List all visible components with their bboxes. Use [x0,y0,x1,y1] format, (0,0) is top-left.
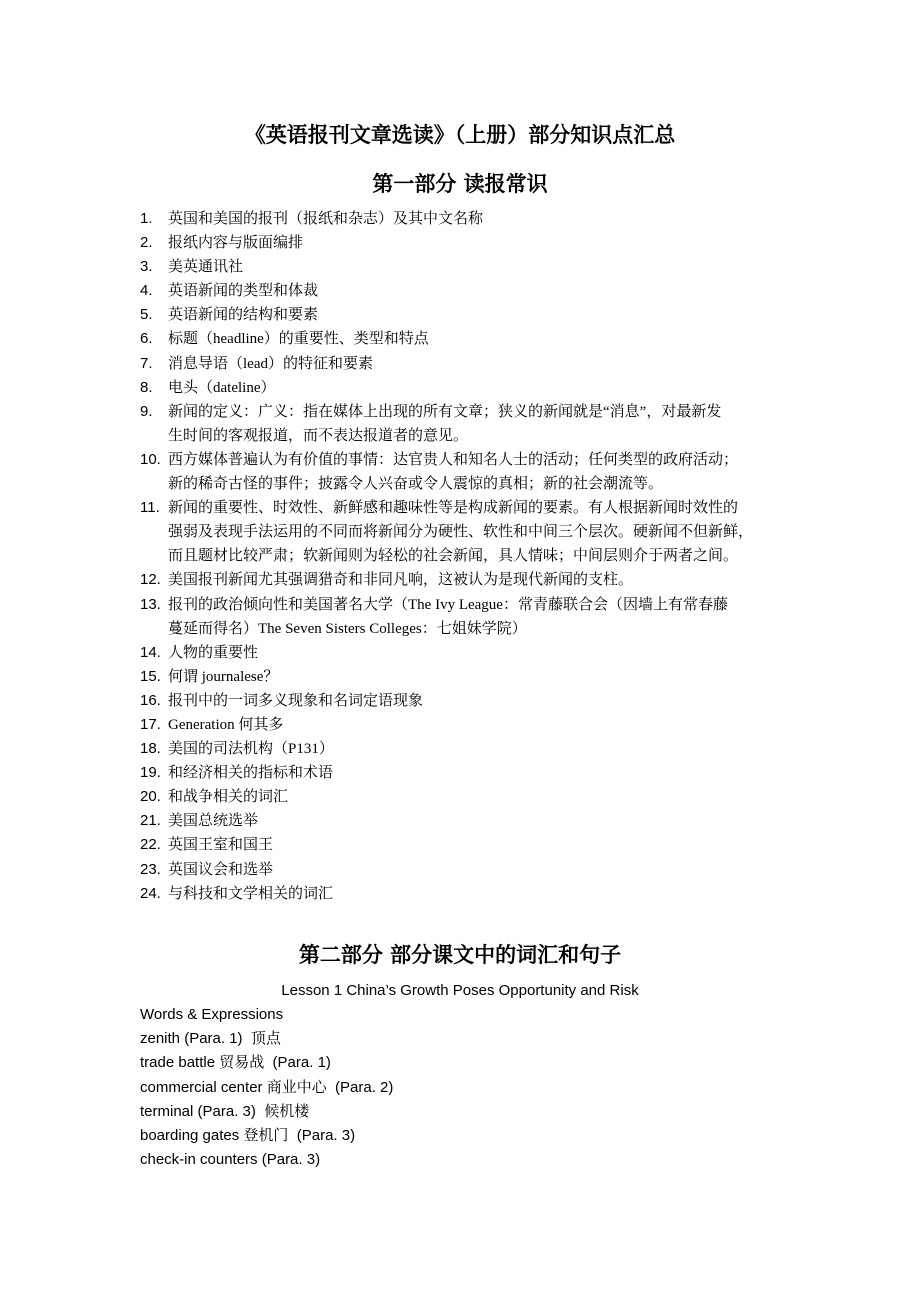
vocab-entry: terminal (Para. 3) 候机楼 [140,1102,310,1120]
item-text: 英国和美国的报刊（报纸和杂志）及其中文名称 [168,211,484,227]
document-title: 《英语报刊文章选读》（上册）部分知识点汇总 [244,122,676,147]
list-item [140,641,800,665]
item-text: 英国王室和国王 [168,837,274,854]
part1-heading: 第一部分 读报常识 [372,171,548,196]
list-item [140,279,800,303]
item-text: 标题（headline）的重要性、类型和特点 [168,331,429,348]
vocab-entry: commercial center 商业中心 (Para. 2) [140,1078,394,1096]
item-number: 20. [140,788,161,806]
list-item [140,568,800,592]
vocab-entry: zenith (Para. 1) 顶点 [140,1030,281,1048]
item-text: 英语新闻的类型和体裁 [168,283,319,300]
item-text: 美国总统选举 [168,813,259,830]
item-number: 10. [140,450,161,468]
item-text: 蔓延而得名）The Seven Sisters Colleges：七姐妹学院） [168,620,527,637]
item-number: 3. [140,258,153,276]
item-number: 1. [140,210,153,227]
list-item [140,352,800,376]
item-number: 12. [140,571,161,589]
words-list [140,1003,393,1172]
item-text: 新的稀奇古怪的事件；披露令人兴奋或令人震惊的真相；新的社会潮流等。 [168,476,664,493]
item-text: 生时间的客观报道，而不表达报道者的意见。 [168,427,469,444]
list-item [140,737,800,761]
item-text: Generation 何其多 [168,716,284,733]
item-text: 何谓 journalese？ [168,668,279,685]
item-number: 14. [140,643,161,661]
list-item [140,448,800,496]
list-item [140,400,800,448]
list-item [140,858,800,882]
item-text: 新闻的重要性、时效性、新鲜感和趣味性等是构成新闻的要素。有人根据新闻时效性的 [168,500,739,517]
item-text: 报刊的政治倾向性和美国著名大学（The Ivy League：常青藤联合会（因墙上有常春藤 [168,596,728,613]
vocab-entry: check-in counters (Para. 3) [140,1151,321,1169]
item-text: 电头（dateline） [168,379,276,396]
item-number: 8. [140,378,153,396]
list-item [140,761,800,785]
item-number: 18. [140,740,161,758]
list-item [140,593,800,641]
item-number: 5. [140,306,153,324]
item-number: 15. [140,667,161,685]
item-number: 4. [140,282,153,300]
item-number: 2. [140,234,153,252]
item-number: 24. [140,884,161,902]
item-number: 7. [140,354,153,372]
list-item [140,327,800,351]
item-text: 英国议会和选举 [168,861,274,878]
list-item [140,255,800,279]
part2-heading: 第二部分 部分课文中的词汇和句子 [298,942,622,967]
list-item [140,496,800,568]
item-text: 与科技和文学相关的词汇 [168,885,334,902]
item-number: 9. [140,402,153,420]
vocab-entry: boarding gates 登机门 (Para. 3) [140,1127,356,1145]
item-number: 22. [140,836,161,854]
list-item [140,376,800,400]
item-number: 13. [140,595,161,613]
list-item [140,207,800,231]
list-item [140,713,800,737]
item-text: 而且题材比较严肃；软新闻则为轻松的社会新闻，具人情味；中间层则介于两者之间。 [168,548,739,565]
item-text: 美国的司法机构（P131） [168,741,334,758]
item-text: 美英通讯社 [168,259,244,276]
item-number: 23. [140,860,161,878]
item-number: 17. [140,715,161,733]
list-item [140,231,800,255]
item-number: 21. [140,812,161,830]
lesson-title: Lesson 1 China’s Growth Poses Opportunity and Risk [281,982,639,999]
item-text: 美国报刊新闻尤其强调猎奇和非同凡响，这被认为是现代新闻的支柱。 [168,572,634,589]
list-item [140,809,800,833]
item-text: 西方媒体普遍认为有价值的事情：达官贵人和知名人士的活动；任何类型的政府活动； [168,451,739,468]
item-text: 和战争相关的词汇 [168,789,289,806]
list-item [140,882,800,906]
item-number: 19. [140,764,161,782]
item-text: 人物的重要性 [168,644,259,661]
words-heading: Words & Expressions [140,1006,284,1023]
item-text: 报刊中的一词多义现象和名词定语现象 [168,692,424,709]
item-text: 消息导语（lead）的特征和要素 [168,355,373,372]
list-item [140,785,800,809]
list-item [140,833,800,857]
vocab-entry: trade battle 贸易战 (Para. 1) [140,1054,331,1072]
list-item [140,689,800,713]
item-text: 强弱及表现手法运用的不同而将新闻分为硬性、软性和中间三个层次。硬新闻不但新鲜， [168,524,754,541]
item-text: 英语新闻的结构和要素 [168,307,319,324]
item-text: 新闻的定义：广义：指在媒体上出现的所有文章；狭义的新闻就是“消息”，对最新发 [168,403,722,420]
item-text: 报纸内容与版面编排 [168,235,304,252]
item-number: 11. [140,499,160,517]
item-number: 6. [140,330,153,348]
list-item [140,303,800,327]
part1-list [140,207,800,906]
list-item [140,665,800,689]
item-number: 16. [140,691,161,709]
item-text: 和经济相关的指标和术语 [168,765,334,782]
